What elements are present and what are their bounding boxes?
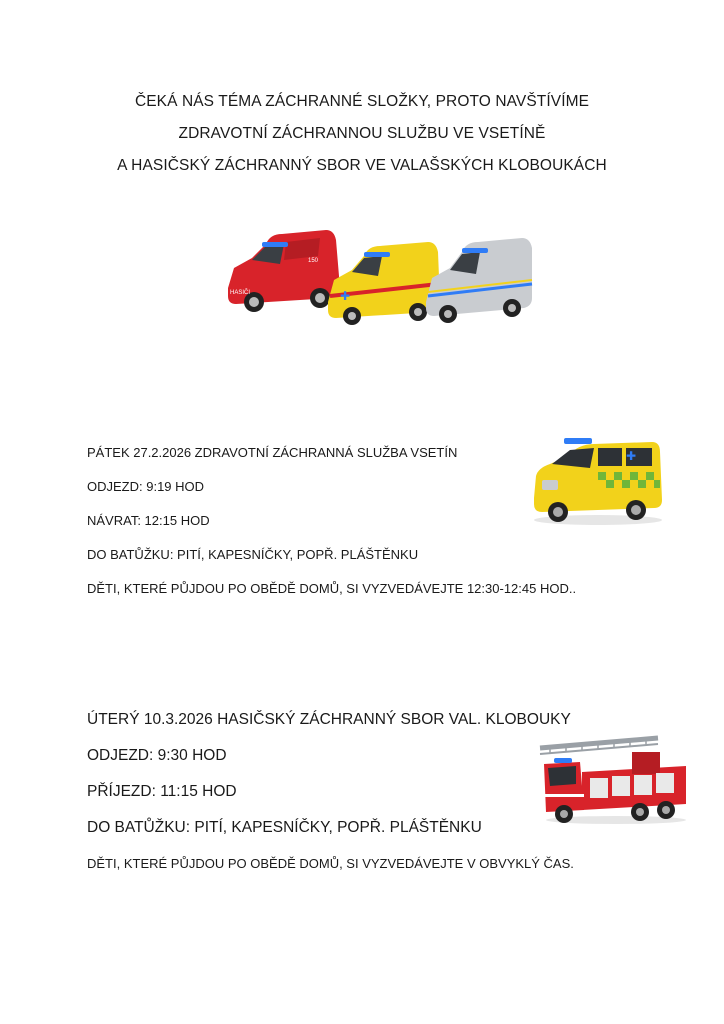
heading-line-2: ZDRAVOTNÍ ZÁCHRANNOU SLUŽBU VE VSETÍNĚ bbox=[178, 125, 546, 142]
fire-van-side-label: HASIČI bbox=[230, 290, 251, 296]
fire-truck-illustration bbox=[540, 738, 686, 824]
visit-2-pickup: DĚTI, KTERÉ PŮJDOU PO OBĚDĚ DOMŮ, SI VYZVEDÁVEJTE V OBVYKLÝ ČAS. bbox=[87, 856, 574, 871]
svg-text:✚: ✚ bbox=[340, 289, 351, 303]
ambulance-van-illustration bbox=[328, 242, 440, 325]
visit-2-departure: ODJEZD: 9:30 HOD bbox=[87, 747, 227, 764]
visit-1-pickup: DĚTI, KTERÉ PŮJDOU PO OBĚDĚ DOMŮ, SI VYZVEDÁVEJTE 12:30-12:45 HOD.. bbox=[87, 581, 577, 596]
visit-1-title: PÁTEK 27.2.2026 ZDRAVOTNÍ ZÁCHRANNÁ SLUŽBA VSETÍN bbox=[87, 445, 458, 460]
heading-line-1: ČEKÁ NÁS TÉMA ZÁCHRANNÉ SLOŽKY, PROTO NAVŠTÍVÍME bbox=[134, 93, 590, 110]
visit-2-arrival: PŘÍJEZD: 11:15 HOD bbox=[87, 783, 237, 800]
ambulance-illustration bbox=[534, 438, 662, 525]
visit-1-departure: ODJEZD: 9:19 HOD bbox=[87, 479, 205, 494]
visit-2-title: ÚTERÝ 10.3.2026 HASIČSKÝ ZÁCHRANNÝ SBOR VAL. KLOBOUKY bbox=[87, 711, 571, 728]
fire-van-number-label: 150 bbox=[308, 258, 319, 264]
police-van-illustration bbox=[426, 238, 532, 323]
page-heading bbox=[0, 86, 724, 182]
visit-1-return: NÁVRAT: 12:15 HOD bbox=[87, 513, 210, 528]
fire-van-illustration bbox=[228, 230, 340, 312]
toy-ambulance-image bbox=[528, 428, 668, 528]
svg-text:✚: ✚ bbox=[626, 449, 637, 463]
visit-1-section bbox=[87, 436, 576, 606]
toy-fire-truck-image bbox=[536, 734, 692, 826]
visit-2-backpack: DO BATŮŽKU: PITÍ, KAPESNÍČKY, POPŘ. PLÁŠTĚNKU bbox=[87, 819, 482, 836]
visit-1-backpack: DO BATŮŽKU: PITÍ, KAPESNÍČKY, POPŘ. PLÁŠTĚNKU bbox=[87, 547, 419, 562]
heading-line-3: A HASIČSKÝ ZÁCHRANNÝ SBOR VE VALAŠSKÝCH KLOBOUKÁCH bbox=[117, 157, 607, 174]
toy-emergency-vans-image bbox=[222, 222, 534, 326]
visit-2-section bbox=[87, 702, 574, 882]
